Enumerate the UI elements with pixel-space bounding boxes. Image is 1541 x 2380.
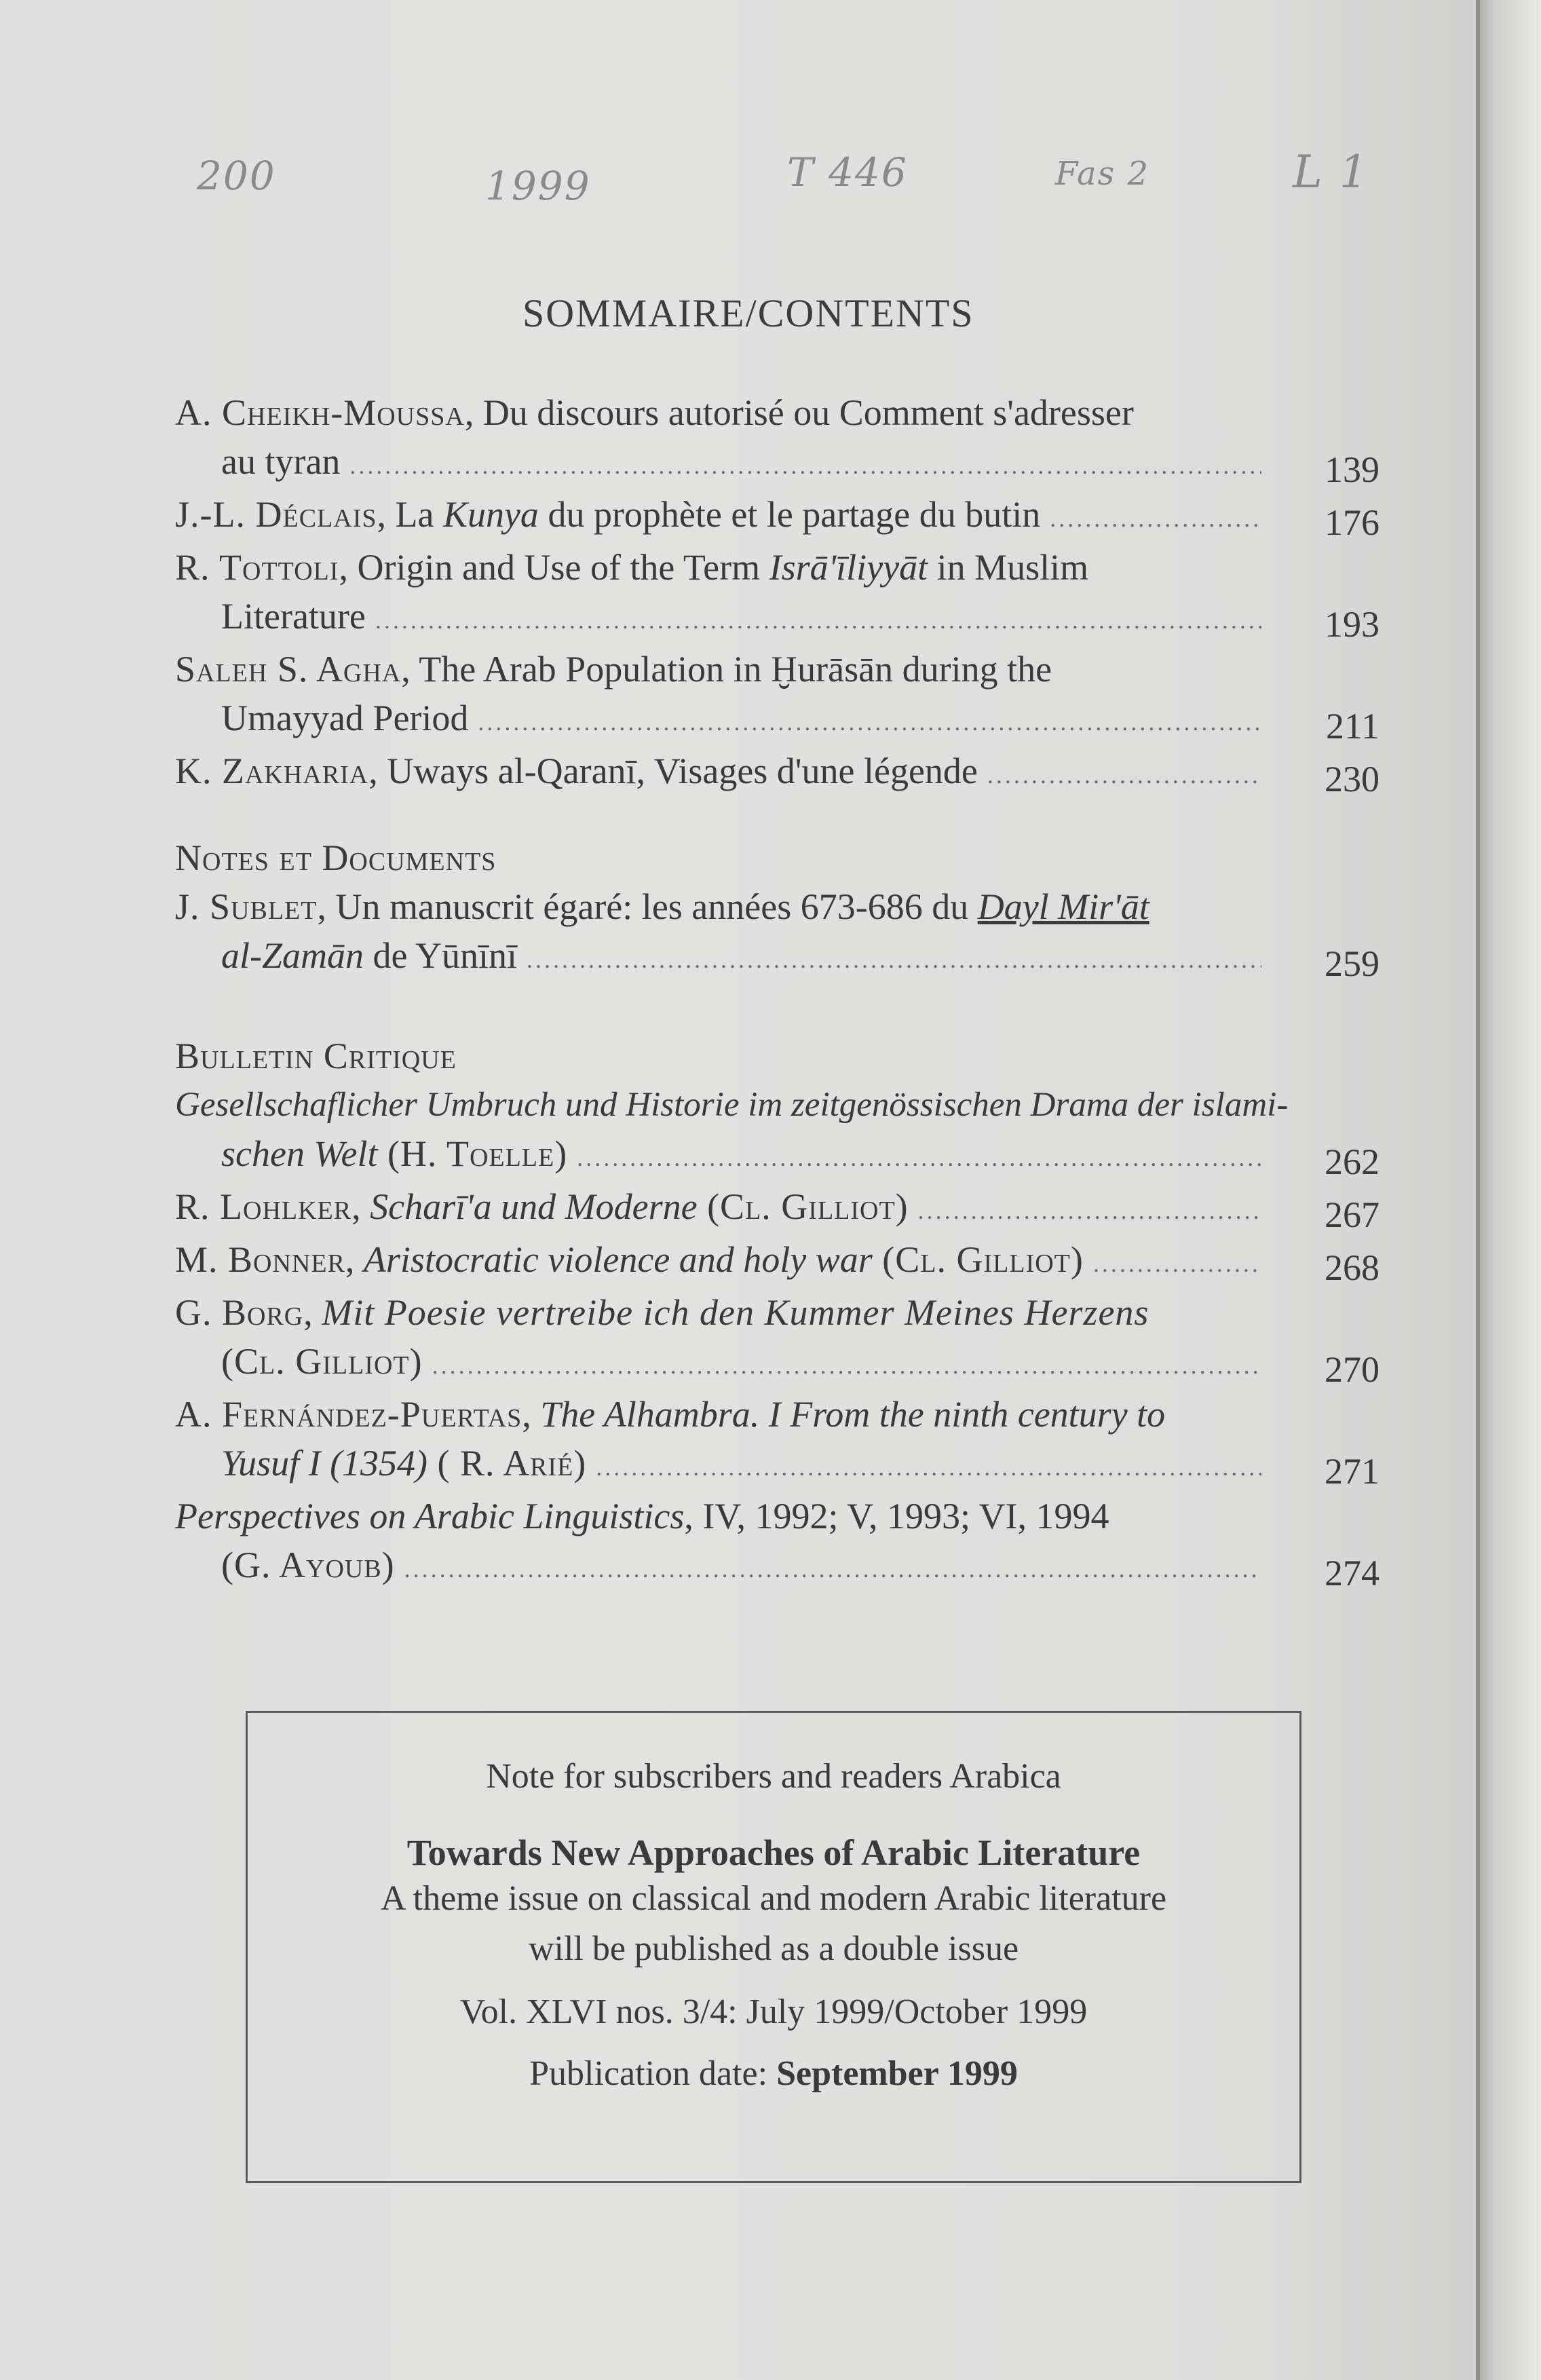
entry-author: Saleh S. Agha (175, 649, 402, 690)
articles-list (175, 388, 1380, 799)
publication-label: Publication date: (529, 2054, 777, 2093)
entry-title: , Un manuscrit égaré: les années 673-686 du (317, 886, 978, 927)
page-number: 270 (1325, 1349, 1380, 1390)
entry-title-cont: au tyran (221, 441, 341, 482)
publication-date-value: September 1999 (776, 2054, 1018, 2093)
entry-title-italic: Perspectives on Arabic Linguistics (175, 1496, 685, 1536)
entry-title-italic: Aristocratic violence and holy war (363, 1239, 873, 1280)
page-number: 271 (1325, 1451, 1380, 1492)
dot-leader (918, 1186, 1261, 1235)
dot-leader (432, 1341, 1261, 1390)
page-number: 274 (1325, 1553, 1380, 1593)
toc-entry[interactable] (175, 645, 1380, 747)
entry-reviewer: (Cl. Gilliot) (872, 1239, 1084, 1280)
entry-separator: , (303, 1292, 322, 1333)
page-number: 211 (1326, 706, 1380, 747)
binding-spine (1476, 0, 1541, 2380)
entry-title-cont: de Yūnīnī (364, 935, 517, 976)
dot-leader (577, 1133, 1261, 1182)
entry-title: in Muslim (928, 547, 1089, 588)
entry-title-italic: Kunya (442, 494, 539, 535)
entry-title-cont: Umayyad Period (221, 698, 469, 738)
entry-reviewer: (Cl. Gilliot) (221, 1341, 423, 1382)
entry-author: G. Borg (175, 1292, 304, 1333)
toc-entry[interactable] (175, 1080, 1380, 1182)
dot-leader (987, 751, 1261, 799)
entry-title-italic: Mit Poesie vertreibe ich den Kummer Meines Herzens (322, 1292, 1149, 1333)
entry-reviewer: (H. Toelle) (377, 1133, 568, 1174)
section-heading: Notes et Documents (175, 837, 497, 878)
handwritten-note: 200 (197, 153, 276, 199)
notice-title: Towards New Approaches of Arabic Literature (406, 1832, 1141, 1873)
entry-title: du prophète et le partage du butin (538, 494, 1041, 535)
notice-description: will be published as a double issue (528, 1929, 1019, 1968)
dot-leader (596, 1443, 1261, 1492)
entry-title: , La (377, 494, 443, 535)
notice-description: A theme issue on classical and modern Arabic literature (380, 1879, 1167, 1918)
handwritten-note: 1999 (485, 163, 591, 209)
entry-author: K. Zakharia (175, 751, 369, 791)
entry-title: , The Arab Population in Ḫurāsān during the (401, 649, 1052, 690)
entry-separator: , (351, 1186, 370, 1227)
entry-author: M. Bonner (175, 1239, 345, 1280)
notice-volume: Vol. XLVI nos. 3/4: July 1999/October 1999 (459, 1992, 1088, 2031)
dot-leader (527, 935, 1261, 984)
bulletin-section (175, 1032, 1380, 1593)
page-number: 230 (1325, 759, 1380, 799)
toc-entry[interactable] (175, 490, 1380, 543)
toc-entry[interactable] (175, 543, 1380, 645)
dot-leader (478, 698, 1261, 747)
entry-title: , Uways al-Qaranī, Visages d'une légende (368, 751, 978, 791)
page-number: 259 (1325, 943, 1380, 984)
page-number: 267 (1325, 1194, 1380, 1235)
handwritten-note: L 1 (1293, 146, 1369, 198)
page-number: 176 (1325, 502, 1380, 543)
section-heading: Bulletin Critique (175, 1036, 457, 1076)
toc-entry[interactable] (175, 1390, 1380, 1492)
handwritten-note: Fas 2 (1055, 155, 1150, 193)
subscriber-notice-box (246, 1711, 1301, 2183)
notice-intro: Note for subscribers and readers Arabica (486, 1757, 1061, 1796)
entry-separator: , (522, 1394, 541, 1435)
notes-section (175, 833, 1380, 984)
entry-author: R. Tottoli (175, 547, 339, 588)
entry-separator: , (345, 1239, 364, 1280)
entry-author: J. Sublet (175, 886, 318, 927)
notice-publication-date (248, 2054, 1299, 2094)
entry-author: J.-L. Déclais (175, 494, 377, 535)
dot-leader (1050, 494, 1261, 543)
entry-title: , Origin and Use of the Term (339, 547, 769, 588)
entry-title-italic: The Alhambra. I From the ninth century to (540, 1394, 1166, 1435)
entry-title-italic: Gesellschaflicher Umbruch und Historie im zeitgenössischen Drama der islami- (175, 1086, 1289, 1124)
toc-entry[interactable] (175, 1288, 1380, 1390)
dot-leader (404, 1545, 1261, 1593)
toc-entry[interactable] (175, 747, 1380, 799)
handwritten-note: T 446 (787, 149, 908, 195)
toc-entry[interactable] (175, 1492, 1380, 1593)
page-number: 268 (1325, 1247, 1380, 1288)
dot-leader (1093, 1239, 1261, 1288)
entry-reviewer: (Cl. Gilliot) (697, 1186, 909, 1227)
page-number: 262 (1325, 1141, 1380, 1182)
entry-title-italic: Yusuf I (1354) (221, 1443, 428, 1484)
toc-entry[interactable] (175, 388, 1380, 490)
page-title: SOMMAIRE/CONTENTS (522, 291, 974, 335)
entry-title-italic: schen Welt (221, 1133, 378, 1174)
entry-title-italic: Scharī'a und Moderne (370, 1186, 698, 1227)
entry-title-italic: Dayl Mir'āt (977, 886, 1149, 927)
entry-title-cont: Literature (221, 596, 366, 637)
entry-title-italic: al-Zamān (221, 935, 364, 976)
toc-entry[interactable] (175, 1182, 1380, 1235)
entry-reviewer: ( R. Arié) (427, 1443, 587, 1484)
entry-title: , Du discours autorisé ou Comment s'adresser (464, 392, 1134, 433)
dot-leader (349, 441, 1261, 490)
entry-title: , IV, 1992; V, 1993; VI, 1994 (684, 1496, 1109, 1536)
entry-author: A. Fernández-Puertas (175, 1394, 522, 1435)
dot-leader (375, 596, 1261, 645)
toc-entry[interactable] (175, 882, 1380, 984)
page-number: 139 (1325, 449, 1380, 490)
entry-title-italic: Isrā'īliyyāt (769, 547, 928, 588)
page-number: 193 (1325, 604, 1380, 645)
entry-author: A. Cheikh-Moussa (175, 392, 465, 433)
entry-author: R. Lohlker (175, 1186, 352, 1227)
entry-reviewer: (G. Ayoub) (221, 1545, 395, 1585)
toc-entry[interactable] (175, 1235, 1380, 1288)
